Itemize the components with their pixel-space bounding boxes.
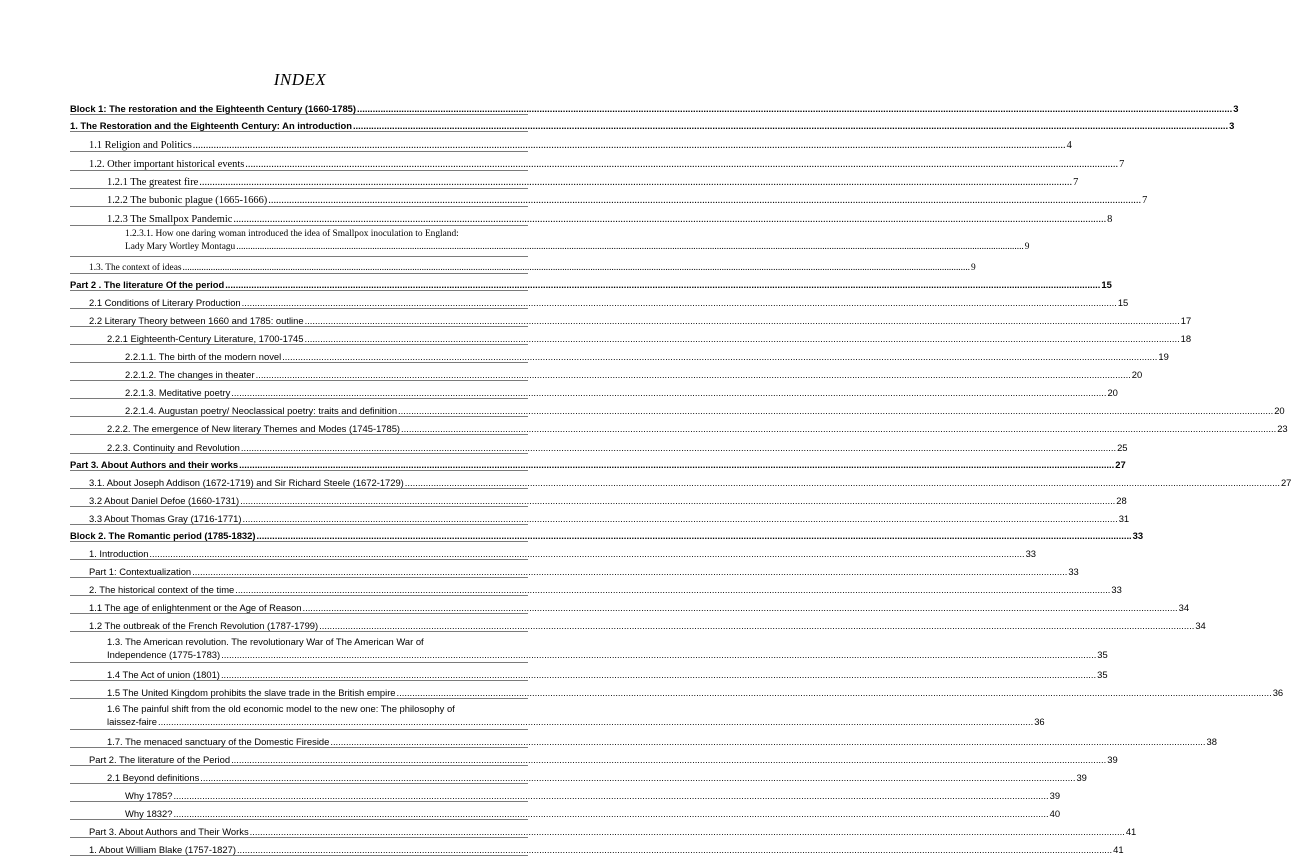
toc-entry-title-cont: Lady Mary Wortley Montagu — [125, 242, 236, 252]
toc-entry-page: 17 — [1180, 315, 1192, 326]
toc-entry-title: Block 1: The restoration and the Eighteenth Century (1660-1785) — [70, 103, 357, 114]
toc-entry-title: 1.2.1 The greatest fire — [107, 177, 199, 188]
toc-entry-title: 1.6 The painful shift from the old economic model to the new one: The philosophy of — [107, 703, 455, 714]
toc-entry[interactable] — [70, 257, 976, 274]
toc-entry-title: 1. Introduction — [89, 548, 149, 559]
toc-entry-title: 1. The Restoration and the Eighteenth Century: An introduction — [70, 120, 352, 131]
toc-entry-page: 33 — [1111, 584, 1122, 595]
toc-entry[interactable] — [70, 327, 1192, 345]
toc-entry-title: 2.2.1.1. The birth of the modern novel — [125, 351, 282, 362]
toc-entry-title: 1.4 The Act of union (1801) — [107, 669, 220, 680]
toc-entry-title: 1.2. Other important historical events — [89, 159, 245, 170]
toc-entry-title: Why 1832? — [125, 808, 173, 819]
toc-entry-page: 15 — [1117, 297, 1129, 308]
toc-entry-page: 20 — [1131, 369, 1143, 380]
toc-entry-title: 2.2.1.3. Meditative poetry — [125, 387, 231, 398]
toc-entry[interactable] — [70, 730, 1217, 748]
toc-entry[interactable] — [70, 115, 1235, 132]
toc-entry[interactable] — [70, 98, 1239, 115]
toc-entry-title: Part 1: Contextualization — [89, 566, 192, 577]
toc-entry[interactable] — [70, 189, 1148, 207]
toc-entry-title: 2.2.1 Eighteenth-Century Literature, 1700-1745 — [107, 333, 304, 344]
toc-entry[interactable] — [70, 207, 1113, 226]
toc-entry[interactable] — [70, 784, 1061, 802]
toc-entry-title: 3.1. About Joseph Addison (1672-1719) and Sir Richard Steele (1672-1729) — [89, 477, 404, 488]
toc-entry-page: 35 — [1097, 649, 1108, 660]
toc-entry-page: 39 — [1107, 754, 1118, 765]
toc-entry-page: 7 — [1073, 177, 1079, 188]
toc-entry-page: 34 — [1178, 602, 1190, 613]
toc-entry-title: 2.2.3. Continuity and Revolution — [107, 442, 240, 453]
toc-entry[interactable] — [70, 226, 1030, 257]
toc-entry-page: 33 — [1132, 530, 1144, 541]
toc-entry-title: 1.7. The menaced sanctuary of the Domestic Fireside — [107, 736, 330, 747]
toc-entry[interactable] — [70, 838, 1124, 856]
toc-entry[interactable] — [70, 820, 1137, 838]
toc-entry[interactable] — [70, 345, 1169, 363]
toc-entry-page: 7 — [1142, 195, 1148, 206]
toc-entry-page: 27 — [1280, 477, 1291, 488]
toc-entry[interactable] — [70, 152, 1125, 171]
toc-entry-title: 2.1 Conditions of Literary Production — [89, 297, 241, 308]
toc-entry-title: 1.3. The context of ideas — [89, 263, 182, 273]
toc-entry-page: 8 — [1107, 214, 1113, 225]
toc-entry[interactable] — [70, 399, 1285, 417]
toc-entry-page: 33 — [1025, 548, 1037, 559]
toc-entry-title: Block 2. The Romantic period (1785-1832) — [70, 530, 256, 541]
toc-entry-title: 2.2.1.2. The changes in theater — [125, 369, 255, 380]
toc-entry-page: 27 — [1115, 459, 1126, 470]
toc-entry-page: 18 — [1180, 333, 1192, 344]
toc-entry-page: 36 — [1272, 687, 1284, 698]
toc-entry[interactable] — [70, 748, 1118, 766]
toc-entry[interactable] — [70, 663, 1108, 681]
toc-entry-title: 3.2 About Daniel Defoe (1660-1731) — [89, 495, 240, 506]
toc-entry[interactable] — [70, 507, 1130, 525]
table-of-contents — [70, 98, 1291, 856]
toc-entry-title: 1.2.3.1. How one daring woman introduced the idea of Smallpox inoculation to England: — [125, 229, 459, 239]
toc-entry-title-cont: Independence (1775-1783) — [107, 649, 221, 660]
toc-entry-page: 23 — [1277, 423, 1288, 434]
toc-entry-page: 4 — [1066, 140, 1072, 151]
toc-entry-title: 1.5 The United Kingdom prohibits the slave trade in the British empire — [107, 687, 396, 698]
toc-entry[interactable] — [70, 363, 1143, 381]
toc-entry-title: 2.2.1.4. Augustan poetry/ Neoclassical poetry: traits and definition — [125, 405, 398, 416]
toc-entry-title: 2. The historical context of the time — [89, 584, 235, 595]
toc-entry[interactable] — [70, 542, 1037, 560]
toc-entry-page: 7 — [1119, 159, 1125, 170]
toc-entry-title: Part 3. About Authors and Their Works — [89, 826, 249, 837]
toc-entry-page: 3 — [1233, 103, 1239, 114]
toc-entry-title: 1. About William Blake (1757-1827) — [89, 844, 236, 855]
toc-entry-page: 20 — [1107, 387, 1118, 398]
toc-entry[interactable] — [70, 560, 1079, 578]
toc-entry[interactable] — [70, 454, 1126, 471]
toc-entry[interactable] — [70, 489, 1127, 507]
toc-entry-page: 9 — [1024, 242, 1030, 252]
toc-entry-page: 39 — [1049, 790, 1061, 801]
toc-entry-title: Part 2. The literature of the Period — [89, 754, 231, 765]
toc-entry-title: 1.2 The outbreak of the French Revolution (1787-1799) — [89, 620, 319, 631]
toc-entry-page: 41 — [1125, 826, 1137, 837]
toc-entry[interactable] — [70, 802, 1061, 820]
toc-entry-title-cont: laissez-faire — [107, 716, 158, 727]
toc-entry-title: 2.2.2. The emergence of New literary Themes and Modes (1745-1785) — [107, 423, 401, 434]
toc-entry-page: 3 — [1229, 120, 1235, 131]
toc-entry[interactable] — [70, 417, 1288, 435]
toc-entry-page: 15 — [1101, 279, 1112, 290]
toc-entry-title: 1.2.3 The Smallpox Pandemic — [107, 214, 233, 225]
toc-entry-title: Part 3. About Authors and their works — [70, 459, 239, 470]
toc-entry-title: 1.2.2 The bubonic plague (1665-1666) — [107, 195, 268, 206]
toc-entry[interactable] — [70, 681, 1284, 699]
toc-entry-page: 33 — [1068, 566, 1079, 577]
toc-entry[interactable] — [70, 632, 1108, 663]
toc-entry-title: 1.1 Religion and Politics — [89, 140, 192, 151]
toc-entry[interactable] — [70, 578, 1122, 596]
toc-entry-page: 35 — [1097, 669, 1108, 680]
toc-entry-page: 41 — [1113, 844, 1124, 855]
toc-entry-page: 9 — [971, 263, 976, 273]
toc-entry-page: 19 — [1158, 351, 1169, 362]
toc-entry-title: 1.1 The age of enlightenment or the Age of Reason — [89, 602, 302, 613]
toc-entry[interactable] — [70, 381, 1118, 399]
toc-entry-title: Part 2 . The literature Of the period — [70, 279, 225, 290]
toc-entry-page: 31 — [1118, 513, 1130, 524]
toc-entry-page: 34 — [1195, 620, 1206, 631]
toc-entry[interactable] — [70, 309, 1192, 327]
toc-entry[interactable] — [70, 525, 1144, 542]
toc-entry[interactable] — [70, 766, 1087, 784]
toc-entry-page: 40 — [1049, 808, 1061, 819]
toc-entry[interactable] — [70, 699, 1045, 730]
toc-entry[interactable] — [70, 596, 1190, 614]
toc-entry[interactable] — [70, 132, 1072, 152]
toc-entry-page: 38 — [1206, 736, 1217, 747]
toc-entry-title: 3.3 About Thomas Gray (1716-1771) — [89, 513, 242, 524]
toc-entry[interactable] — [70, 274, 1112, 291]
toc-entry[interactable] — [70, 614, 1206, 632]
toc-entry-page: 20 — [1274, 405, 1285, 416]
toc-entry-page: 28 — [1116, 495, 1127, 506]
toc-entry-title: 2.2 Literary Theory between 1660 and 1785: outline — [89, 315, 304, 326]
toc-entry[interactable] — [70, 171, 1079, 189]
toc-entry-page: 36 — [1034, 716, 1045, 727]
toc-entry-title: Why 1785? — [125, 790, 173, 801]
toc-entry-title: 2.1 Beyond definitions — [107, 772, 200, 783]
toc-entry-page: 39 — [1076, 772, 1087, 783]
toc-entry[interactable] — [70, 435, 1128, 454]
toc-entry[interactable] — [70, 291, 1129, 309]
toc-entry-page: 25 — [1117, 442, 1128, 453]
page-title: INDEX — [273, 70, 327, 89]
toc-entry[interactable] — [70, 471, 1291, 489]
toc-entry-title: 1.3. The American revolution. The revolutionary War of The American War of — [107, 636, 424, 647]
